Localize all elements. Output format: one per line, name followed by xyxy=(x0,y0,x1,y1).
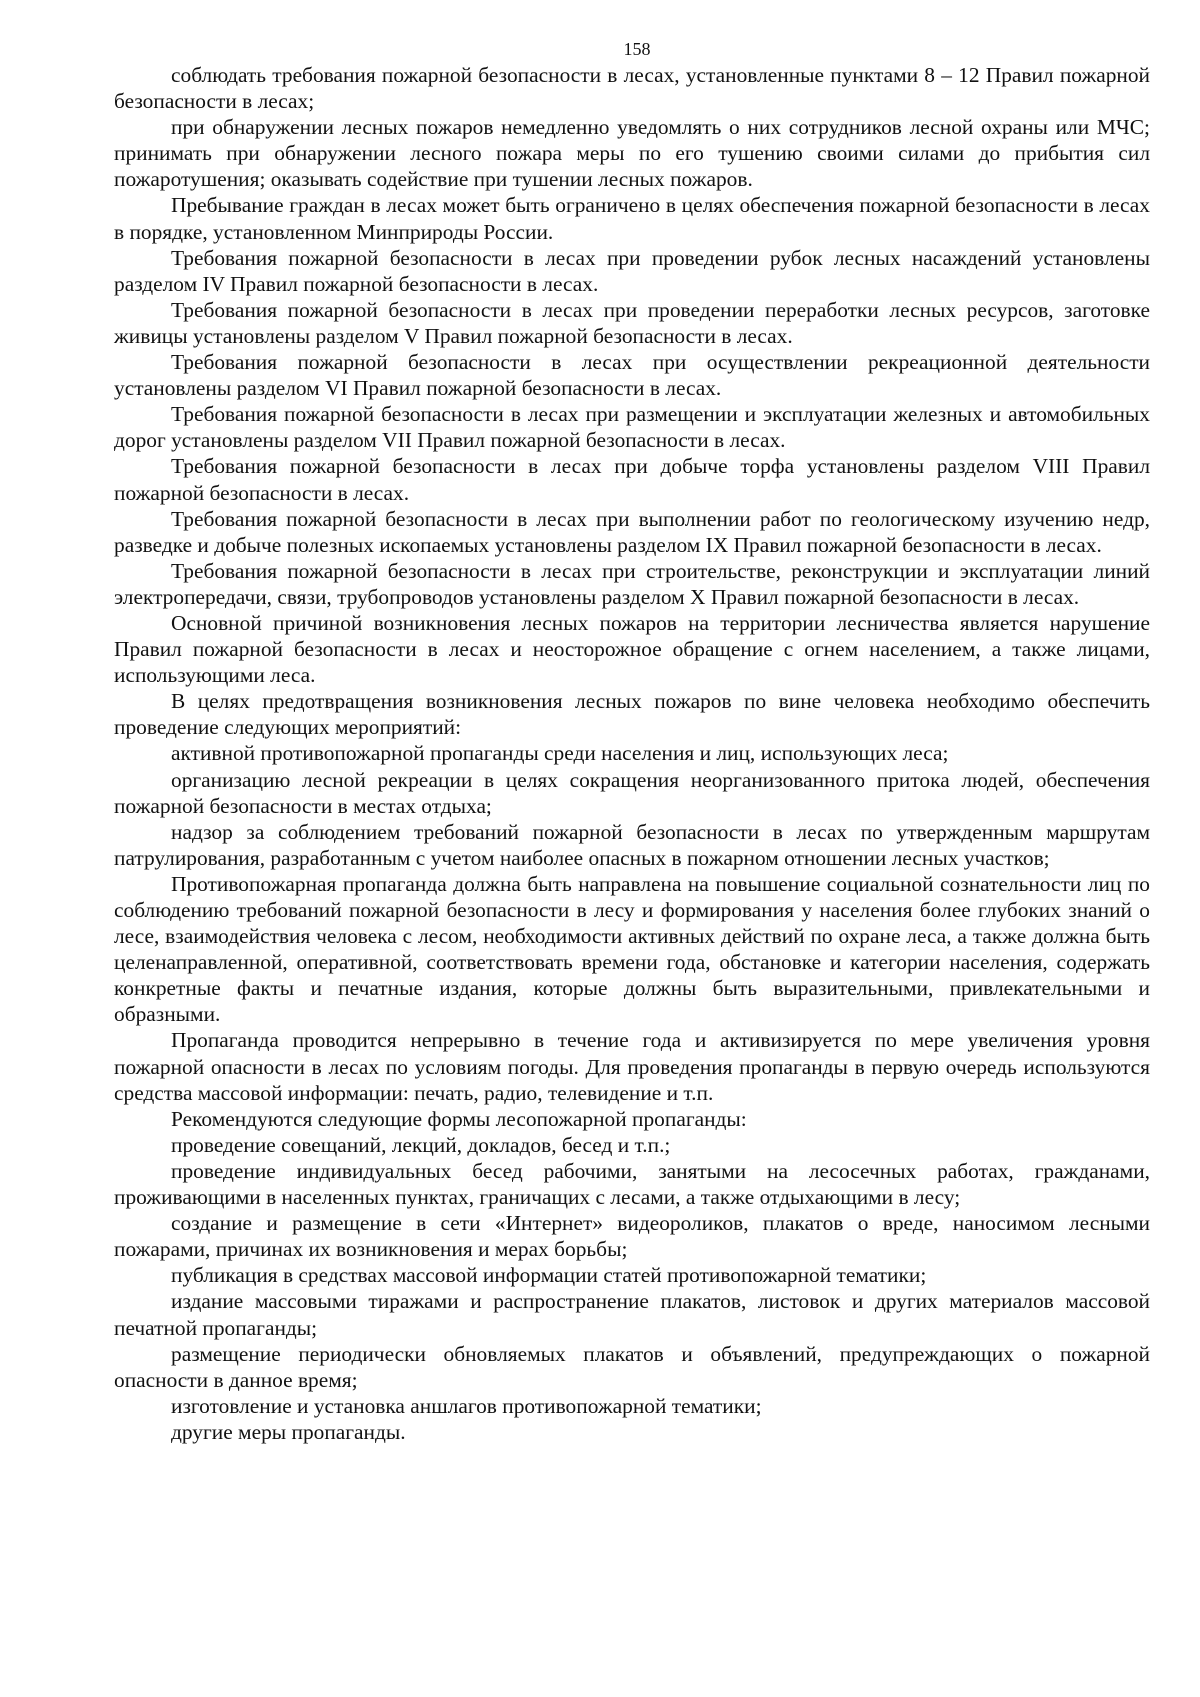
paragraph: Противопожарная пропаганда должна быть направлена на повышение социальной сознательности лиц по соблюдению требований пожарной безопасности в лесу и формирования у населения более глубоких знаний о лесе, взаимодействия человека с лесом, необходимости активных действий по охране леса, а также должна быть целенаправленной, оперативной, соответствовать времени года, обстановке и категории населения, содержать конкретные факты и печатные издания, которые должны быть выразительными, привлекательными и образными. xyxy=(114,871,1150,1027)
list-item: организацию лесной рекреации в целях сокращения неорганизованного притока людей, обеспечения пожарной безопасности в местах отдыха; xyxy=(114,767,1150,818)
list-item: изготовление и установка аншлагов противопожарной тематики; xyxy=(171,1393,762,1418)
paragraph: Основной причиной возникновения лесных пожаров на территории лесничества является нарушение Правил пожарной безопасности в лесах и неосторожное обращение с огнем населением, а также лицами, использующими леса. xyxy=(114,610,1150,688)
list-item: активной противопожарной пропаганды среди населения и лиц, использующих леса; xyxy=(171,741,949,766)
paragraph: при обнаружении лесных пожаров немедленно уведомлять о них сотрудников лесной охраны или МЧС; принимать при обнаружении лесного пожара меры по его тушению своими силами до прибытия сил пожаротушения; оказывать содействие при тушении лесных пожаров. xyxy=(114,115,1150,192)
paragraph: Рекомендуются следующие формы лесопожарной пропаганды: xyxy=(171,1106,747,1131)
list-item: другие меры пропаганды. xyxy=(171,1419,406,1444)
paragraph: Требования пожарной безопасности в лесах при добыче торфа установлены разделом VIII Правил пожарной безопасности в лесах. xyxy=(114,454,1150,505)
list-item: создание и размещение в сети «Интернет» видеороликов, плакатов о вреде, наносимом лесными пожарами, причинах их возникновения и мерах борьбы; xyxy=(114,1211,1150,1262)
paragraph: соблюдать требования пожарной безопасности в лесах, установленные пунктами 8 – 12 Правил пожарной безопасности в лесах; xyxy=(114,63,1150,114)
paragraph: Требования пожарной безопасности в лесах при осуществлении рекреационной деятельности установлены разделом VI Правил пожарной безопасности в лесах. xyxy=(114,350,1150,401)
list-item: публикация в средствах массовой информации статей противопожарной тематики; xyxy=(171,1263,927,1288)
paragraph: Пребывание граждан в лесах может быть ограничено в целях обеспечения пожарной безопасности в лесах в порядке, установленном Минприроды России. xyxy=(114,193,1150,244)
paragraph: Пропаганда проводится непрерывно в течение года и активизируется по мере увеличения уровня пожарной опасности в лесах по условиям погоды. Для проведения пропаганды в первую очередь используются средства массовой информации: печать, радио, телевидение и т.п. xyxy=(114,1028,1150,1105)
paragraph: Требования пожарной безопасности в лесах при размещении и эксплуатации железных и автомобильных дорог установлены разделом VII Правил пожарной безопасности в лесах. xyxy=(114,402,1150,453)
paragraph: Требования пожарной безопасности в лесах при проведении рубок лесных насаждений установлены разделом IV Правил пожарной безопасности в лесах. xyxy=(114,245,1150,296)
list-item: проведение индивидуальных бесед рабочими, занятыми на лесосечных работах, гражданами, проживающими в населенных пунктах, граничащих с лесами, а также отдыхающими в лесу; xyxy=(114,1158,1150,1210)
list-item: надзор за соблюдением требований пожарной безопасности в лесах по утвержденным маршрутам патрулирования, разработанным с учетом наиболее опасных в пожарном отношении лесных участков; xyxy=(114,819,1150,870)
paragraph: Требования пожарной безопасности в лесах при проведении переработки лесных ресурсов, заготовке живицы установлены разделом V Правил пожарной безопасности в лесах. xyxy=(114,297,1150,348)
list-item: издание массовыми тиражами и распространение плакатов, листовок и других материалов массовой печатной пропаганды; xyxy=(114,1289,1150,1340)
page-number: 158 xyxy=(623,39,651,59)
paragraph: В целях предотвращения возникновения лесных пожаров по вине человека необходимо обеспечить проведение следующих мероприятий: xyxy=(114,689,1150,740)
list-item: размещение периодически обновляемых плакатов и объявлений, предупреждающих о пожарной опасности в данное время; xyxy=(114,1341,1150,1392)
document-page xyxy=(114,36,1150,1445)
paragraph: Требования пожарной безопасности в лесах при строительстве, реконструкции и эксплуатации линий электропередачи, связи, трубопроводов установлены разделом X Правил пожарной безопасности в лесах. xyxy=(114,558,1150,609)
paragraph: Требования пожарной безопасности в лесах при выполнении работ по геологическому изучению недр, разведке и добыче полезных ископаемых установлены разделом IX Правил пожарной безопасности в лесах. xyxy=(114,506,1150,557)
list-item: проведение совещаний, лекций, докладов, бесед и т.п.; xyxy=(171,1132,671,1157)
